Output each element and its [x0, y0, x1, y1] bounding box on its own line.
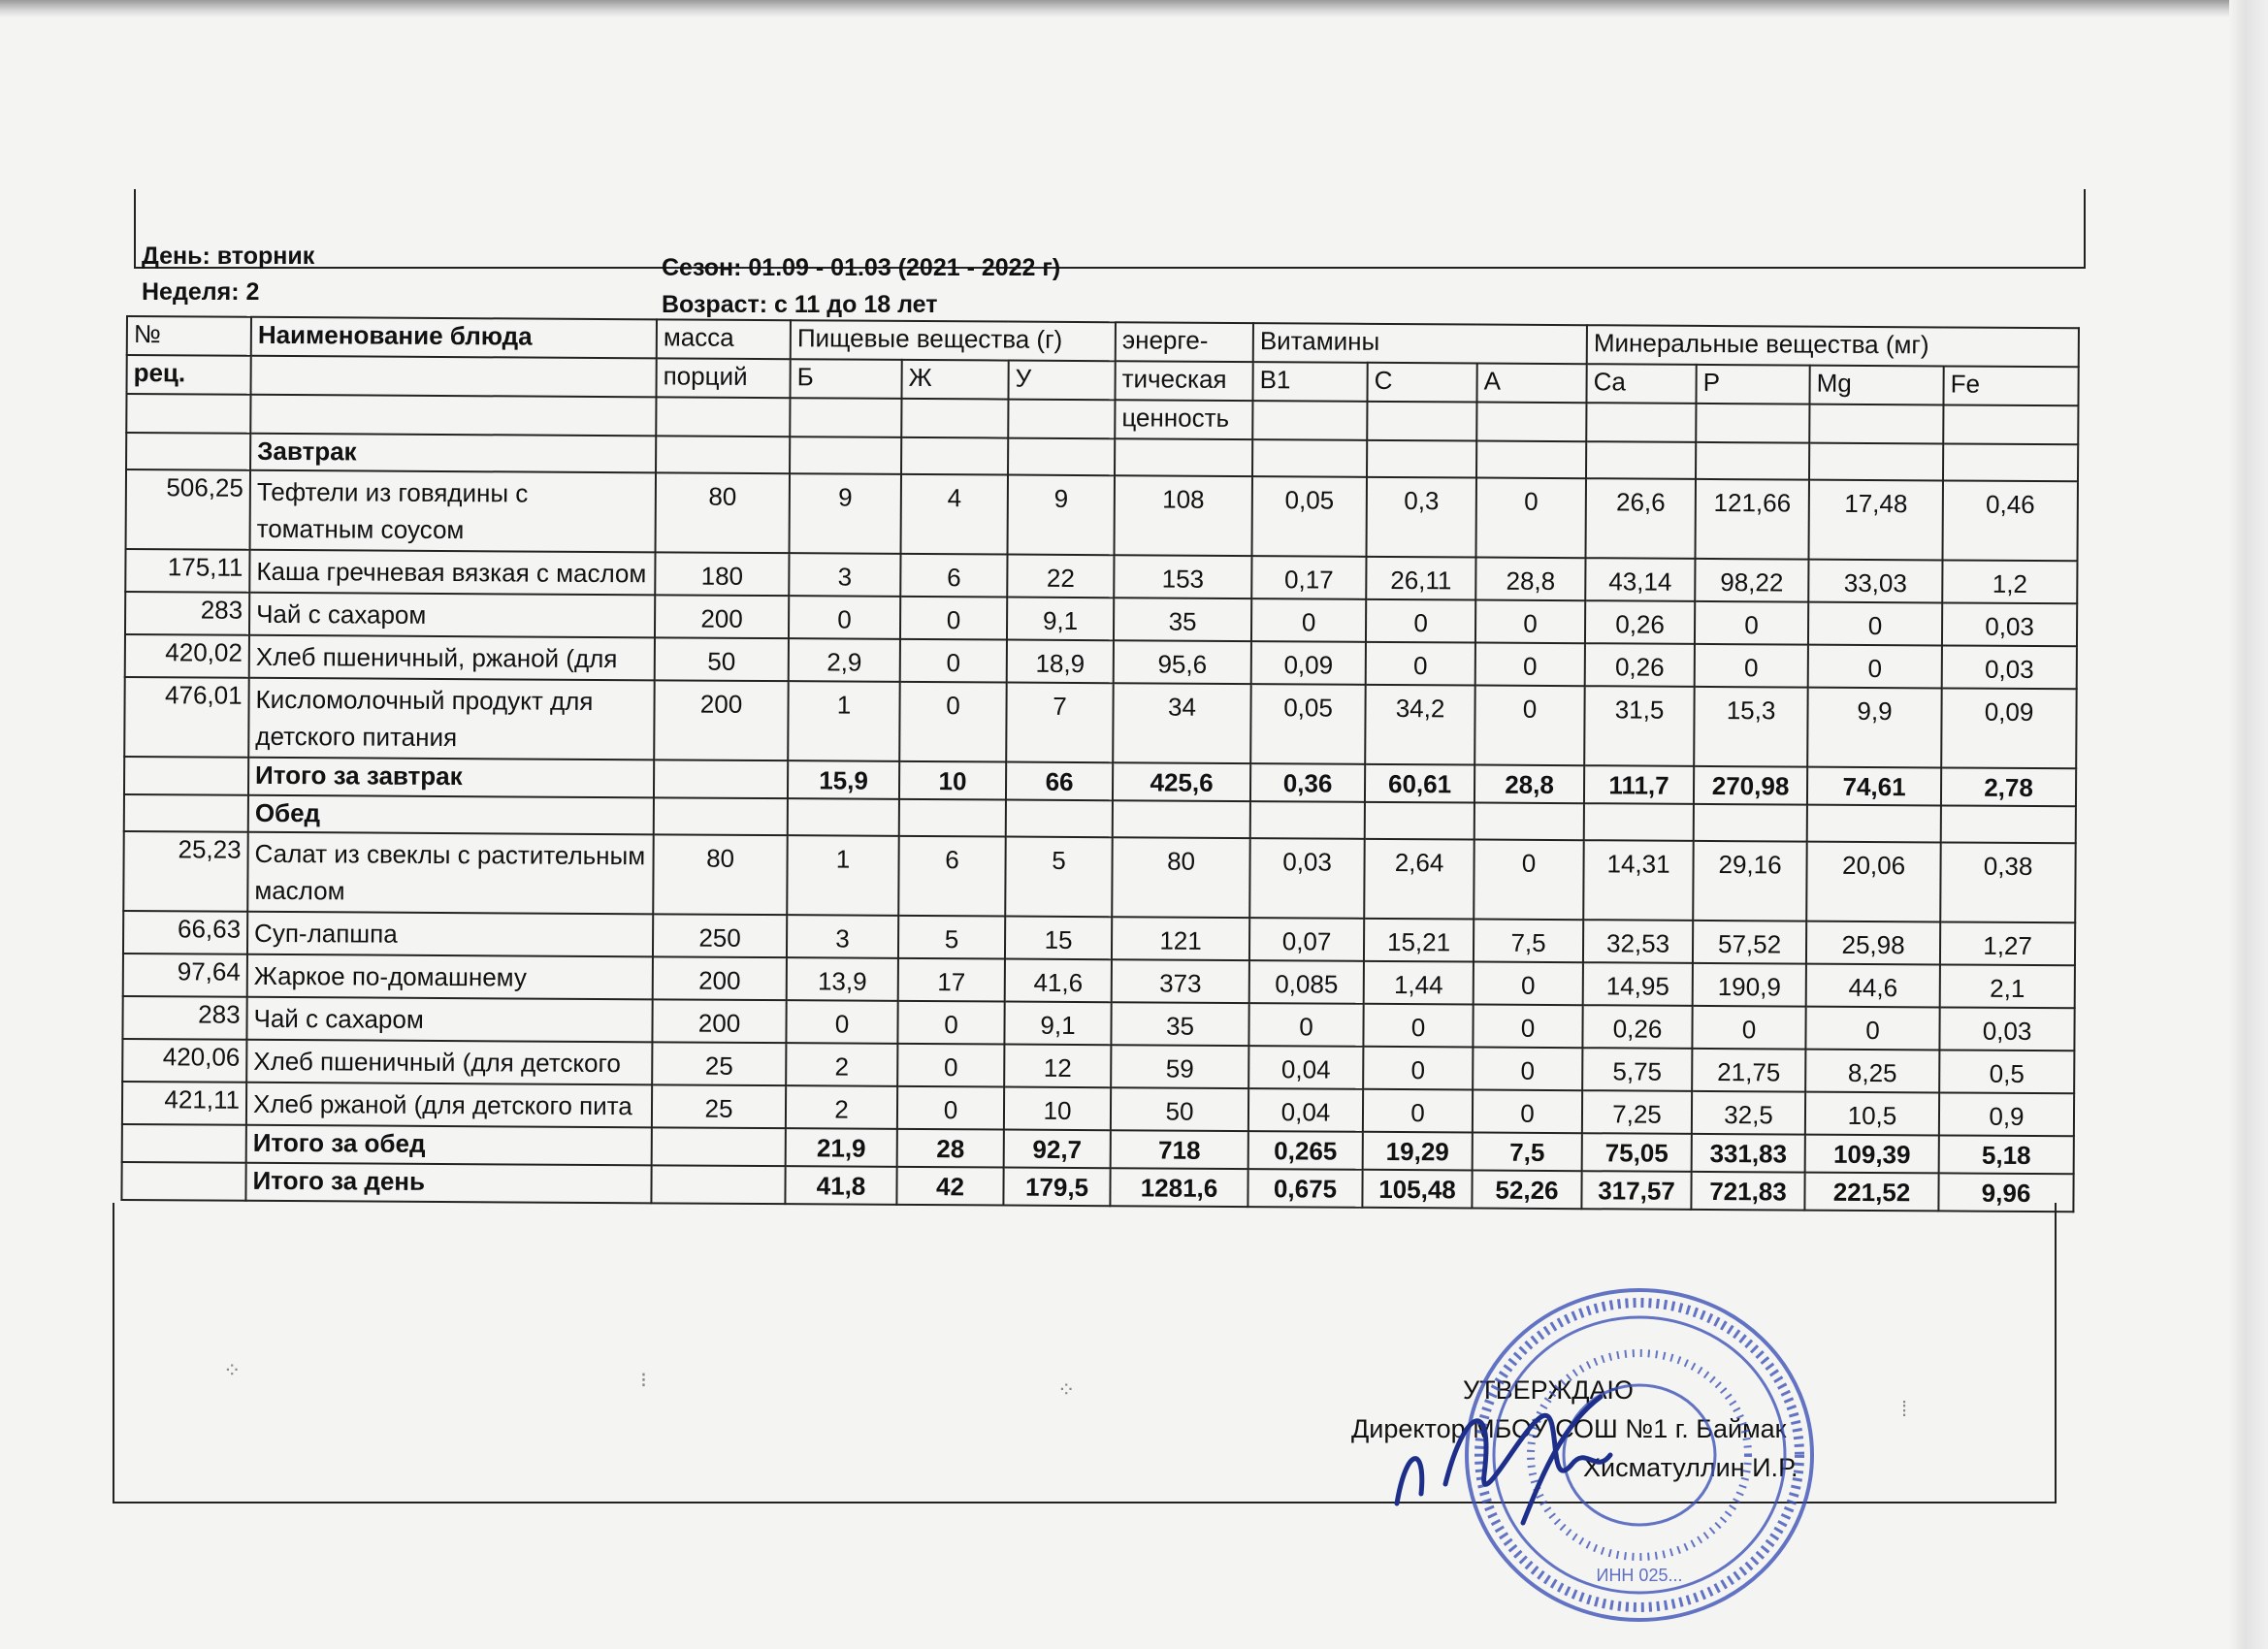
scan-edge-right — [2229, 0, 2268, 1649]
total-cell: 42 — [896, 1167, 1003, 1206]
vitamin-a-cell: 28,8 — [1475, 558, 1585, 601]
total-cell: 19,29 — [1363, 1132, 1473, 1171]
calcium-cell: 32,53 — [1583, 920, 1693, 963]
calcium-cell: 0,26 — [1585, 600, 1695, 644]
total-cell: 15,9 — [788, 760, 899, 799]
mass-cell: 80 — [653, 834, 787, 915]
recipe-code-cell: 421,11 — [122, 1082, 246, 1125]
vitamin-c-cell: 34,2 — [1365, 685, 1474, 765]
fat-cell: 17 — [898, 958, 1005, 1002]
dish-name-cell: Чай с сахаром — [249, 593, 655, 638]
col-ca-header: Ca — [1586, 364, 1696, 404]
menu-table — [120, 315, 2080, 1212]
magnesium-cell: 0 — [1808, 602, 1942, 646]
vitamin-b1-cell: 0,085 — [1249, 960, 1364, 1004]
total-cell: 105,48 — [1362, 1170, 1472, 1209]
phosphorus-cell: 0 — [1692, 1006, 1805, 1050]
total-cell: 0,265 — [1248, 1131, 1363, 1170]
energy-cell: 50 — [1111, 1087, 1248, 1131]
carbs-cell: 15 — [1005, 917, 1112, 960]
recipe-code-cell: 476,01 — [124, 677, 248, 758]
phosphorus-cell: 57,52 — [1693, 921, 1806, 964]
protein-cell: 3 — [789, 553, 900, 597]
vitamin-b1-cell: 0,17 — [1251, 556, 1366, 599]
iron-cell: 0,38 — [1940, 842, 2076, 922]
col-num-header-2: рец. — [127, 355, 251, 395]
recipe-code-cell: 420,02 — [125, 634, 249, 678]
col-fe-header: Fe — [1943, 366, 2078, 405]
phosphorus-cell: 15,3 — [1694, 687, 1807, 767]
total-cell: 28 — [897, 1129, 1004, 1168]
dish-name-cell: Хлеб ржаной (для детского пита — [246, 1083, 652, 1128]
vitamin-b1-cell: 0,05 — [1250, 684, 1365, 764]
col-b1-header: В1 — [1252, 362, 1367, 402]
phosphorus-cell: 190,9 — [1693, 963, 1806, 1007]
recipe-code-cell: 506,25 — [126, 469, 250, 550]
calcium-cell: 26,6 — [1586, 478, 1696, 559]
recipe-code-cell: 97,64 — [123, 954, 247, 997]
col-minerals-header: Минеральные вещества (мг) — [1587, 325, 2079, 367]
fat-cell: 0 — [897, 1001, 1004, 1045]
carbs-cell: 41,6 — [1005, 959, 1112, 1003]
fat-cell: 0 — [900, 597, 1007, 640]
season-label: Сезон: 01.09 - 01.03 (2021 - 2022 г) — [662, 254, 1061, 281]
dish-name-cell: Кисломолочный продукт для детского питания — [248, 678, 654, 760]
mass-cell: 200 — [653, 956, 787, 1000]
phosphorus-cell: 29,16 — [1693, 841, 1806, 922]
vitamin-c-cell: 1,44 — [1364, 961, 1474, 1005]
magnesium-cell: 0 — [1805, 1007, 1939, 1051]
total-cell: 60,61 — [1365, 764, 1474, 803]
energy-cell: 373 — [1112, 959, 1249, 1003]
scan-noise: ⁞ — [1901, 1397, 1908, 1421]
total-cell: 21,9 — [786, 1128, 897, 1167]
iron-cell: 2,1 — [1940, 964, 2075, 1008]
vitamin-a-cell: 0 — [1474, 686, 1584, 766]
total-cell: 111,7 — [1584, 765, 1694, 804]
calcium-cell: 14,31 — [1583, 840, 1693, 921]
total-cell: 75,05 — [1582, 1133, 1692, 1172]
protein-cell: 0 — [786, 1000, 897, 1044]
recipe-code-cell: 66,63 — [123, 911, 247, 954]
vitamin-a-cell: 0 — [1476, 478, 1586, 559]
carbs-cell: 10 — [1004, 1087, 1111, 1131]
energy-cell: 95,6 — [1114, 640, 1251, 684]
recipe-code-cell: 25,23 — [123, 831, 247, 912]
dish-name-cell: Хлеб пшеничный, ржаной (для — [249, 635, 655, 681]
col-c-header: С — [1367, 363, 1476, 403]
calcium-cell: 0,26 — [1582, 1005, 1692, 1049]
total-cell: 28,8 — [1474, 765, 1584, 804]
scan-noise: ⁘ — [1057, 1377, 1076, 1402]
energy-cell: 153 — [1114, 555, 1251, 598]
fat-cell: 0 — [897, 1044, 1004, 1087]
total-cell: 9,96 — [1938, 1173, 2073, 1212]
carbs-cell: 9,1 — [1004, 1002, 1111, 1046]
total-cell: 0,675 — [1247, 1169, 1362, 1208]
week-label: Неделя: 2 — [142, 278, 260, 306]
col-name-header: Наименование блюда — [251, 317, 657, 359]
iron-cell: 0,03 — [1942, 645, 2077, 689]
vitamin-c-cell: 2,64 — [1364, 839, 1474, 920]
iron-cell: 0,9 — [1939, 1092, 2074, 1136]
magnesium-cell: 8,25 — [1805, 1050, 1939, 1093]
vitamin-a-cell: 0 — [1473, 1004, 1582, 1048]
phosphorus-cell: 32,5 — [1692, 1091, 1805, 1135]
col-energy-header-3: ценность — [1115, 400, 1252, 439]
mass-cell: 80 — [656, 472, 790, 553]
protein-cell: 2 — [786, 1085, 897, 1129]
protein-cell: 0 — [789, 596, 900, 639]
carbs-cell: 18,9 — [1007, 640, 1114, 684]
protein-cell: 2 — [786, 1043, 897, 1086]
magnesium-cell: 25,98 — [1806, 922, 1940, 965]
lunch-rows — [122, 831, 2076, 1136]
energy-cell: 34 — [1113, 683, 1250, 763]
col-energy-header-2: тическая — [1116, 361, 1253, 401]
vitamin-b1-cell: 0,04 — [1248, 1088, 1363, 1132]
col-zh-header: Ж — [901, 360, 1008, 400]
energy-cell: 35 — [1111, 1002, 1248, 1046]
vitamin-a-cell: 0 — [1473, 1089, 1582, 1133]
total-cell: 331,83 — [1692, 1134, 1805, 1173]
total-cell: 66 — [1006, 762, 1113, 801]
protein-cell: 3 — [787, 915, 898, 958]
total-cell: 721,83 — [1691, 1172, 1804, 1211]
breakfast-total-label: Итого за завтрак — [248, 758, 654, 798]
iron-cell: 0,09 — [1941, 688, 2077, 768]
calcium-cell: 0,26 — [1585, 643, 1695, 687]
col-mg-header: Mg — [1809, 366, 1943, 405]
section-breakfast-label: Завтрак — [250, 434, 656, 473]
col-b-header: Б — [790, 359, 901, 399]
mass-cell: 250 — [653, 914, 787, 957]
total-cell: 718 — [1111, 1130, 1248, 1169]
vitamin-b1-cell: 0,03 — [1249, 838, 1364, 919]
total-cell: 1281,6 — [1110, 1168, 1247, 1207]
mass-cell: 25 — [652, 1042, 786, 1085]
vitamin-c-cell: 26,11 — [1366, 557, 1475, 600]
energy-cell: 108 — [1115, 475, 1252, 556]
magnesium-cell: 10,5 — [1805, 1092, 1939, 1136]
energy-cell: 80 — [1112, 837, 1249, 918]
total-cell: 270,98 — [1694, 766, 1807, 805]
col-energy-header: энерге- — [1116, 322, 1253, 362]
page-frame-top — [134, 189, 2086, 269]
vitamin-b1-cell: 0 — [1248, 1003, 1363, 1047]
fat-cell: 6 — [898, 836, 1005, 917]
calcium-cell: 43,14 — [1585, 558, 1695, 601]
magnesium-cell: 17,48 — [1809, 480, 1943, 561]
protein-cell: 2,9 — [789, 638, 900, 682]
phosphorus-cell: 98,22 — [1695, 559, 1808, 602]
fat-cell: 5 — [898, 916, 1005, 959]
calcium-cell: 7,25 — [1582, 1090, 1692, 1134]
iron-cell: 1,2 — [1942, 560, 2077, 603]
lunch-total-label: Итого за обед — [246, 1125, 652, 1166]
magnesium-cell: 33,03 — [1808, 560, 1942, 603]
vitamin-c-cell: 0 — [1363, 1004, 1473, 1048]
vitamin-b1-cell: 0,05 — [1252, 476, 1367, 557]
recipe-code-cell: 283 — [125, 592, 249, 635]
carbs-cell: 5 — [1005, 837, 1113, 918]
vitamin-c-cell: 0 — [1366, 599, 1475, 643]
col-mass-header: масса — [657, 319, 791, 359]
energy-cell: 59 — [1111, 1045, 1248, 1088]
phosphorus-cell: 21,75 — [1692, 1049, 1805, 1092]
approval-name: Хисматуллин И.Р. — [1583, 1453, 1798, 1482]
breakfast-rows — [124, 469, 2078, 768]
iron-cell: 0,5 — [1939, 1050, 2074, 1093]
mass-cell: 50 — [655, 637, 789, 681]
vitamin-a-cell: 7,5 — [1474, 919, 1583, 962]
col-u-header: У — [1008, 361, 1115, 401]
vitamin-c-cell: 0 — [1366, 642, 1475, 686]
vitamin-c-cell: 0 — [1363, 1047, 1473, 1090]
dish-name-cell: Суп-лапшпа — [247, 912, 653, 957]
lunch-row — [123, 831, 2075, 922]
magnesium-cell: 20,06 — [1806, 842, 1940, 922]
fat-cell: 0 — [900, 639, 1007, 683]
total-cell: 5,18 — [1939, 1135, 2074, 1174]
energy-cell: 121 — [1112, 917, 1249, 960]
vitamin-b1-cell: 0 — [1251, 598, 1366, 642]
magnesium-cell: 0 — [1808, 645, 1942, 689]
mass-cell: 180 — [655, 552, 789, 596]
fat-cell: 0 — [897, 1086, 1004, 1130]
dish-name-cell: Тефтели из говядины с томатным соусом — [250, 470, 656, 553]
scan-edge-top — [0, 0, 2268, 17]
vitamin-a-cell: 0 — [1473, 1047, 1582, 1090]
mass-cell: 200 — [654, 680, 788, 760]
age-label: Возраст: с 11 до 18 лет — [662, 291, 938, 318]
carbs-cell: 22 — [1007, 555, 1114, 598]
dish-name-cell: Жаркое по-домашнему — [247, 954, 653, 1000]
carbs-cell: 9 — [1008, 475, 1116, 556]
mass-cell: 200 — [652, 999, 786, 1043]
col-vitamins-header: Витамины — [1253, 323, 1587, 364]
approval-title: УТВЕРЖДАЮ — [1463, 1375, 1634, 1405]
section-lunch-label: Обед — [248, 795, 654, 835]
vitamin-b1-cell: 0,04 — [1248, 1046, 1363, 1089]
day-total-label: Итого за день — [245, 1163, 651, 1204]
col-p-header: P — [1696, 365, 1809, 404]
dish-name-cell: Хлеб пшеничный (для детского — [246, 1040, 652, 1085]
breakfast-row — [124, 677, 2076, 768]
col-num-header: № — [127, 316, 251, 356]
mass-cell: 25 — [652, 1084, 786, 1128]
fat-cell: 4 — [901, 474, 1008, 555]
phosphorus-cell: 121,66 — [1696, 479, 1809, 560]
protein-cell: 9 — [790, 473, 901, 554]
approval-position: Директор МБОУ СОШ №1 г. Баймак — [1351, 1414, 1787, 1443]
phosphorus-cell: 0 — [1695, 601, 1808, 645]
scan-noise: ⁘ — [223, 1358, 242, 1382]
vitamin-a-cell: 0 — [1474, 839, 1583, 920]
magnesium-cell: 9,9 — [1807, 688, 1941, 768]
recipe-code-cell: 175,11 — [125, 549, 249, 593]
iron-cell: 0,03 — [1942, 602, 2077, 646]
col-mass-header-2: порций — [656, 358, 790, 398]
total-cell: 10 — [899, 761, 1006, 800]
vitamin-a-cell: 0 — [1474, 961, 1583, 1005]
handwritten-signature — [1377, 1387, 1669, 1533]
magnesium-cell: 44,6 — [1806, 964, 1940, 1008]
total-cell: 41,8 — [785, 1166, 896, 1205]
fat-cell: 0 — [899, 682, 1006, 762]
protein-cell: 1 — [788, 681, 899, 761]
dish-name-cell: Каша гречневая вязкая с маслом — [249, 550, 655, 596]
dish-name-cell: Чай с сахаром — [246, 997, 652, 1043]
calcium-cell: 5,75 — [1582, 1048, 1692, 1091]
fat-cell: 6 — [900, 554, 1007, 598]
protein-cell: 13,9 — [787, 957, 898, 1001]
vitamin-c-cell: 0 — [1363, 1089, 1473, 1133]
protein-cell: 1 — [787, 835, 898, 916]
total-cell: 221,52 — [1804, 1173, 1938, 1212]
day-label: День: вторник — [142, 242, 315, 270]
iron-cell: 0,46 — [1943, 480, 2079, 561]
col-nutrients-header: Пищевые вещества (г) — [791, 320, 1116, 361]
recipe-code-cell: 420,06 — [122, 1039, 246, 1083]
recipe-code-cell: 283 — [122, 996, 246, 1040]
carbs-cell: 9,1 — [1007, 598, 1114, 641]
vitamin-c-cell: 15,21 — [1364, 919, 1474, 962]
total-cell: 7,5 — [1473, 1132, 1582, 1171]
vitamin-a-cell: 0 — [1475, 643, 1585, 687]
calcium-cell: 31,5 — [1584, 686, 1694, 766]
col-a-header: А — [1476, 364, 1586, 404]
dish-name-cell: Салат из свеклы с растительным маслом — [247, 832, 653, 915]
total-cell: 179,5 — [1003, 1168, 1110, 1207]
vitamin-a-cell: 0 — [1475, 600, 1585, 644]
vitamin-c-cell: 0,3 — [1367, 477, 1476, 558]
mass-cell: 200 — [655, 595, 789, 638]
iron-cell: 0,03 — [1939, 1007, 2074, 1051]
total-cell: 109,39 — [1805, 1135, 1939, 1174]
total-cell: 2,78 — [1941, 767, 2076, 806]
phosphorus-cell: 0 — [1695, 644, 1808, 688]
total-cell: 92,7 — [1004, 1130, 1111, 1169]
total-cell: 74,61 — [1807, 767, 1941, 806]
stamp-inn: ИНН 025... — [1596, 1566, 1683, 1585]
energy-cell: 35 — [1114, 598, 1251, 641]
vitamin-b1-cell: 0,09 — [1251, 641, 1366, 685]
calcium-cell: 14,95 — [1583, 962, 1693, 1006]
iron-cell: 1,27 — [1940, 922, 2075, 965]
scan-noise: ⁝ — [640, 1368, 647, 1392]
total-cell: 0,36 — [1250, 763, 1365, 802]
total-cell: 52,26 — [1472, 1170, 1581, 1209]
carbs-cell: 7 — [1006, 683, 1114, 763]
total-cell: 425,6 — [1113, 762, 1250, 801]
vitamin-b1-cell: 0,07 — [1249, 918, 1364, 961]
total-cell: 317,57 — [1581, 1171, 1691, 1210]
carbs-cell: 12 — [1004, 1045, 1111, 1088]
breakfast-row — [126, 469, 2078, 561]
